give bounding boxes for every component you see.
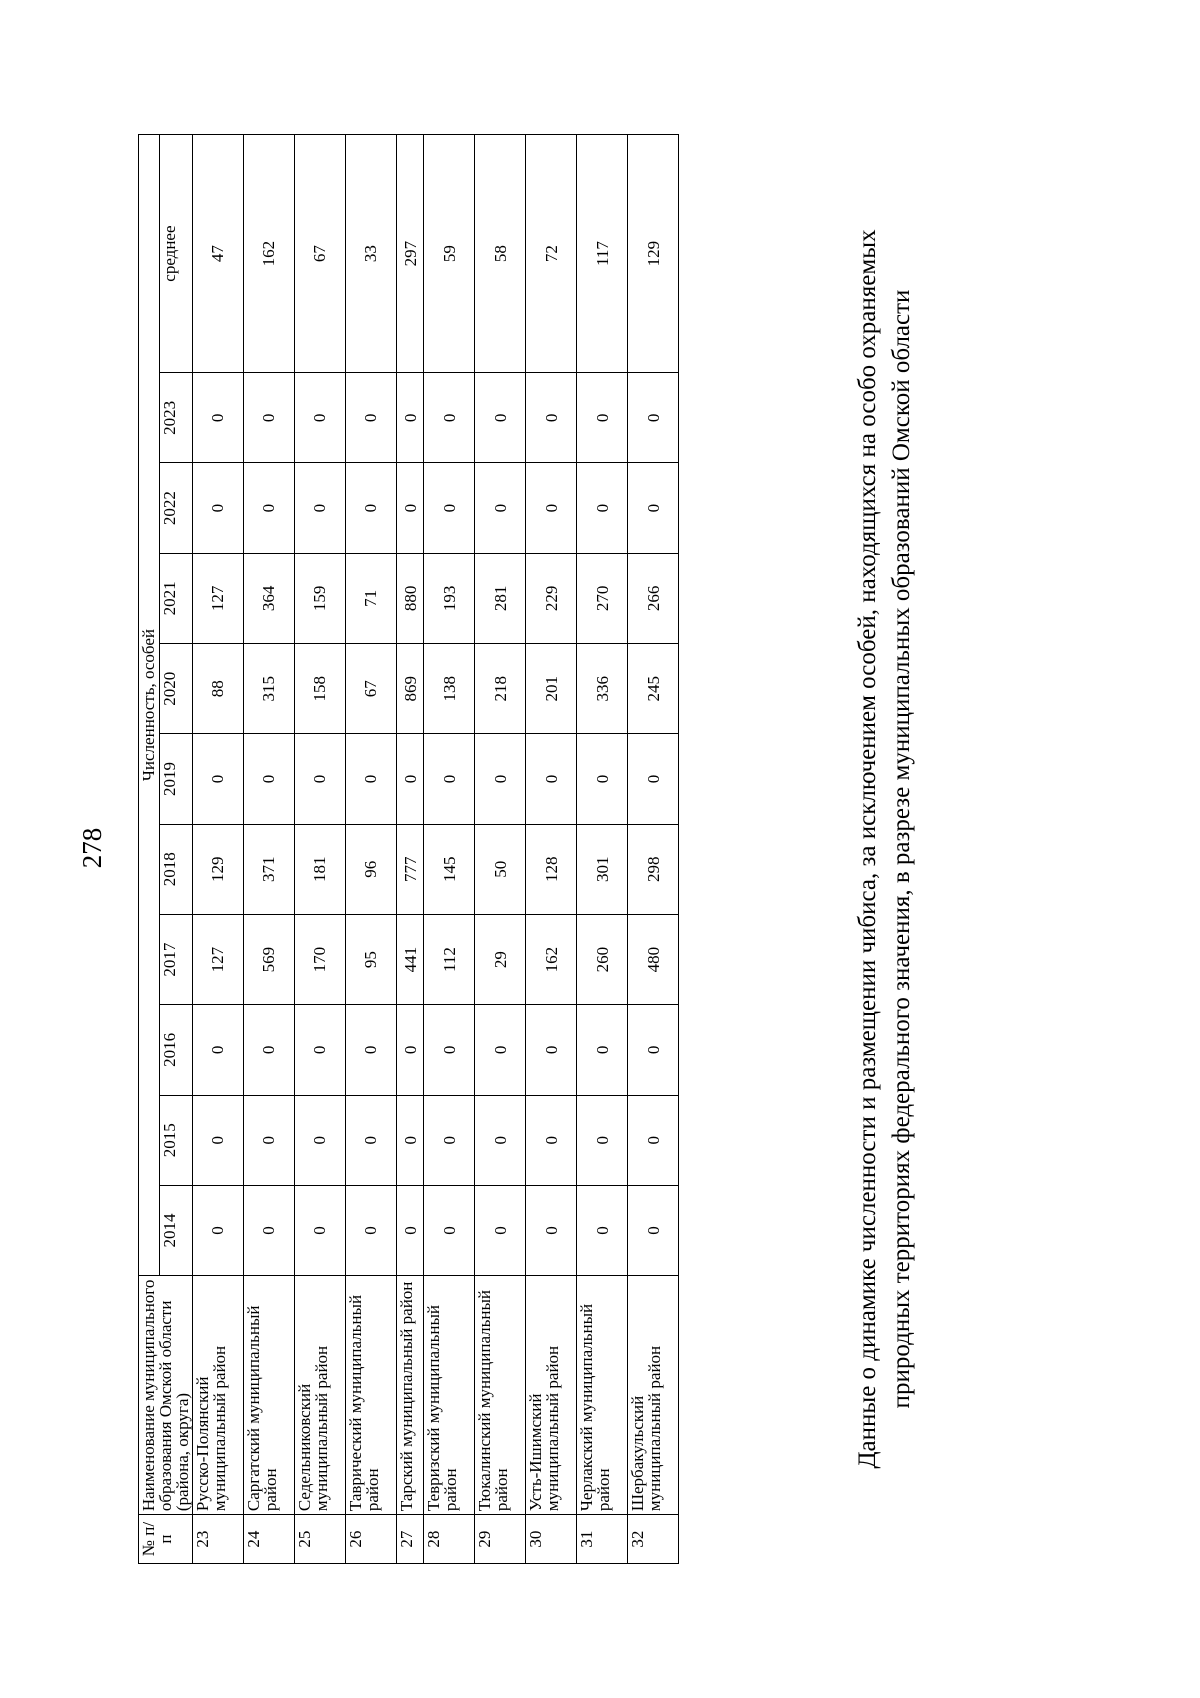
year-value-cell: 0	[396, 734, 424, 824]
column-header-year: 2015	[160, 1095, 193, 1185]
year-value-cell: 0	[396, 1185, 424, 1275]
year-value-cell: 218	[475, 644, 526, 734]
average-value-cell: 58	[475, 135, 526, 373]
year-value-cell: 181	[294, 824, 345, 914]
year-value-cell: 0	[396, 463, 424, 553]
municipality-name: Тевризский муниципальный район	[424, 1276, 475, 1515]
year-value-cell: 88	[193, 644, 244, 734]
year-value-cell: 0	[294, 734, 345, 824]
row-number: 31	[577, 1515, 628, 1564]
year-value-cell: 0	[424, 734, 475, 824]
year-value-cell: 0	[424, 1005, 475, 1095]
year-value-cell: 0	[243, 1095, 294, 1185]
municipality-name: Таврический муниципальный район	[345, 1276, 396, 1515]
year-value-cell: 29	[475, 914, 526, 1004]
municipality-name: Седельниковский муниципальный район	[294, 1276, 345, 1515]
year-value-cell: 371	[243, 824, 294, 914]
year-value-cell: 0	[193, 734, 244, 824]
year-value-cell: 0	[628, 373, 679, 463]
year-value-cell: 0	[526, 1005, 577, 1095]
year-value-cell: 95	[345, 914, 396, 1004]
year-value-cell: 777	[396, 824, 424, 914]
average-value-cell: 33	[345, 135, 396, 373]
table-row	[526, 135, 577, 1564]
year-value-cell: 869	[396, 644, 424, 734]
table-row	[396, 135, 424, 1564]
year-value-cell: 162	[526, 914, 577, 1004]
table-row	[294, 135, 345, 1564]
year-value-cell: 281	[475, 553, 526, 643]
year-value-cell: 67	[345, 644, 396, 734]
column-group-header-population: Численность, особей	[139, 135, 160, 1276]
year-value-cell: 138	[424, 644, 475, 734]
year-value-cell: 0	[294, 373, 345, 463]
year-value-cell: 0	[345, 1005, 396, 1095]
page-number: 278	[77, 827, 107, 869]
year-value-cell: 0	[577, 463, 628, 553]
year-value-cell: 0	[526, 1095, 577, 1185]
year-value-cell: 0	[628, 734, 679, 824]
year-value-cell: 0	[475, 463, 526, 553]
row-number: 25	[294, 1515, 345, 1564]
column-header-year: 2017	[160, 914, 193, 1004]
column-header-name: Наименование муниципального образования Омской области (района, округа)	[139, 1276, 193, 1515]
row-number: 32	[628, 1515, 679, 1564]
year-value-cell: 71	[345, 553, 396, 643]
year-value-cell: 0	[628, 1095, 679, 1185]
year-value-cell: 0	[526, 1185, 577, 1275]
table-body	[193, 135, 679, 1564]
year-value-cell: 0	[475, 734, 526, 824]
column-header-number: № п/п	[139, 1515, 193, 1564]
column-header-year: 2023	[160, 373, 193, 463]
year-value-cell: 880	[396, 553, 424, 643]
municipality-name: Саргатский муниципальный район	[243, 1276, 294, 1515]
year-value-cell: 193	[424, 553, 475, 643]
year-value-cell: 569	[243, 914, 294, 1004]
average-value-cell: 47	[193, 135, 244, 373]
table-row	[243, 135, 294, 1564]
row-number: 26	[345, 1515, 396, 1564]
year-value-cell: 315	[243, 644, 294, 734]
municipality-name: Тюкалинский муниципальный район	[475, 1276, 526, 1515]
year-value-cell: 0	[345, 373, 396, 463]
year-value-cell: 0	[526, 373, 577, 463]
caption-line: Данные о динамике численности и размещении чибиса, за исключением особей, находящихся на особо охраняемых	[854, 229, 881, 1469]
year-value-cell: 0	[193, 463, 244, 553]
year-value-cell: 0	[577, 1185, 628, 1275]
year-value-cell: 201	[526, 644, 577, 734]
column-header-average: среднее	[160, 135, 193, 373]
year-value-cell: 0	[396, 1095, 424, 1185]
year-value-cell: 0	[475, 1005, 526, 1095]
year-value-cell: 0	[294, 1185, 345, 1275]
column-header-year: 2021	[160, 553, 193, 643]
row-number: 28	[424, 1515, 475, 1564]
year-value-cell: 0	[526, 734, 577, 824]
row-number: 30	[526, 1515, 577, 1564]
year-value-cell: 0	[193, 373, 244, 463]
population-table	[138, 134, 679, 1564]
column-header-year: 2016	[160, 1005, 193, 1095]
average-value-cell: 117	[577, 135, 628, 373]
year-value-cell: 298	[628, 824, 679, 914]
year-value-cell: 170	[294, 914, 345, 1004]
year-value-cell: 0	[294, 1095, 345, 1185]
municipality-name: Тарский муниципальный район	[396, 1276, 424, 1515]
municipality-name: Шербакульский муниципальный район	[628, 1276, 679, 1515]
year-value-cell: 0	[424, 463, 475, 553]
year-value-cell: 0	[577, 1095, 628, 1185]
row-number: 24	[243, 1515, 294, 1564]
year-value-cell: 0	[628, 1185, 679, 1275]
year-value-cell: 0	[628, 463, 679, 553]
year-value-cell: 245	[628, 644, 679, 734]
average-value-cell: 162	[243, 135, 294, 373]
row-number: 29	[475, 1515, 526, 1564]
year-value-cell: 0	[577, 734, 628, 824]
year-value-cell: 0	[345, 1185, 396, 1275]
year-value-cell: 0	[577, 373, 628, 463]
row-number: 27	[396, 1515, 424, 1564]
year-value-cell: 50	[475, 824, 526, 914]
table-row	[577, 135, 628, 1564]
column-header-year: 2014	[160, 1185, 193, 1275]
year-value-cell: 0	[294, 1005, 345, 1095]
year-value-cell: 127	[193, 553, 244, 643]
year-value-cell: 127	[193, 914, 244, 1004]
average-value-cell: 59	[424, 135, 475, 373]
year-value-cell: 0	[193, 1005, 244, 1095]
table-row	[345, 135, 396, 1564]
population-table-container	[138, 134, 666, 1564]
year-value-cell: 0	[193, 1095, 244, 1185]
year-value-cell: 266	[628, 553, 679, 643]
table-row	[475, 135, 526, 1564]
year-value-cell: 0	[243, 1005, 294, 1095]
year-value-cell: 159	[294, 553, 345, 643]
year-value-cell: 336	[577, 644, 628, 734]
caption-line: природных территориях федерального значения, в разрезе муниципальных образований Омской области	[888, 289, 915, 1409]
year-value-cell: 0	[193, 1185, 244, 1275]
year-value-cell: 0	[424, 373, 475, 463]
column-header-year: 2020	[160, 644, 193, 734]
year-value-cell: 0	[396, 373, 424, 463]
average-value-cell: 129	[628, 135, 679, 373]
year-value-cell: 0	[345, 734, 396, 824]
year-value-cell: 0	[475, 1185, 526, 1275]
column-header-year: 2022	[160, 463, 193, 553]
year-value-cell: 229	[526, 553, 577, 643]
municipality-name: Черлакский муниципальный район	[577, 1276, 628, 1515]
year-value-cell: 145	[424, 824, 475, 914]
year-value-cell: 0	[243, 463, 294, 553]
year-value-cell: 128	[526, 824, 577, 914]
year-value-cell: 96	[345, 824, 396, 914]
year-value-cell: 441	[396, 914, 424, 1004]
year-value-cell: 0	[577, 1005, 628, 1095]
row-number: 23	[193, 1515, 244, 1564]
table-row	[628, 135, 679, 1564]
year-value-cell: 158	[294, 644, 345, 734]
year-value-cell: 0	[243, 1185, 294, 1275]
table-row	[193, 135, 244, 1564]
average-value-cell: 72	[526, 135, 577, 373]
year-value-cell: 0	[345, 1095, 396, 1185]
year-value-cell: 0	[475, 373, 526, 463]
year-value-cell: 260	[577, 914, 628, 1004]
column-header-year: 2018	[160, 824, 193, 914]
year-value-cell: 270	[577, 553, 628, 643]
year-value-cell: 0	[345, 463, 396, 553]
year-value-cell: 0	[475, 1095, 526, 1185]
average-value-cell: 67	[294, 135, 345, 373]
year-value-cell: 0	[628, 1005, 679, 1095]
year-value-cell: 364	[243, 553, 294, 643]
average-value-cell: 297	[396, 135, 424, 373]
year-value-cell: 129	[193, 824, 244, 914]
year-value-cell: 112	[424, 914, 475, 1004]
year-value-cell: 0	[526, 463, 577, 553]
year-value-cell: 0	[243, 373, 294, 463]
municipality-name: Усть-Ишимский муниципальный район	[526, 1276, 577, 1515]
table-caption	[851, 79, 919, 1619]
table-row	[424, 135, 475, 1564]
year-value-cell: 0	[424, 1095, 475, 1185]
year-value-cell: 0	[294, 463, 345, 553]
year-value-cell: 0	[396, 1005, 424, 1095]
year-value-cell: 301	[577, 824, 628, 914]
column-header-year: 2019	[160, 734, 193, 824]
year-value-cell: 480	[628, 914, 679, 1004]
year-value-cell: 0	[243, 734, 294, 824]
municipality-name: Русско-Полянский муниципальный район	[193, 1276, 244, 1515]
year-value-cell: 0	[424, 1185, 475, 1275]
